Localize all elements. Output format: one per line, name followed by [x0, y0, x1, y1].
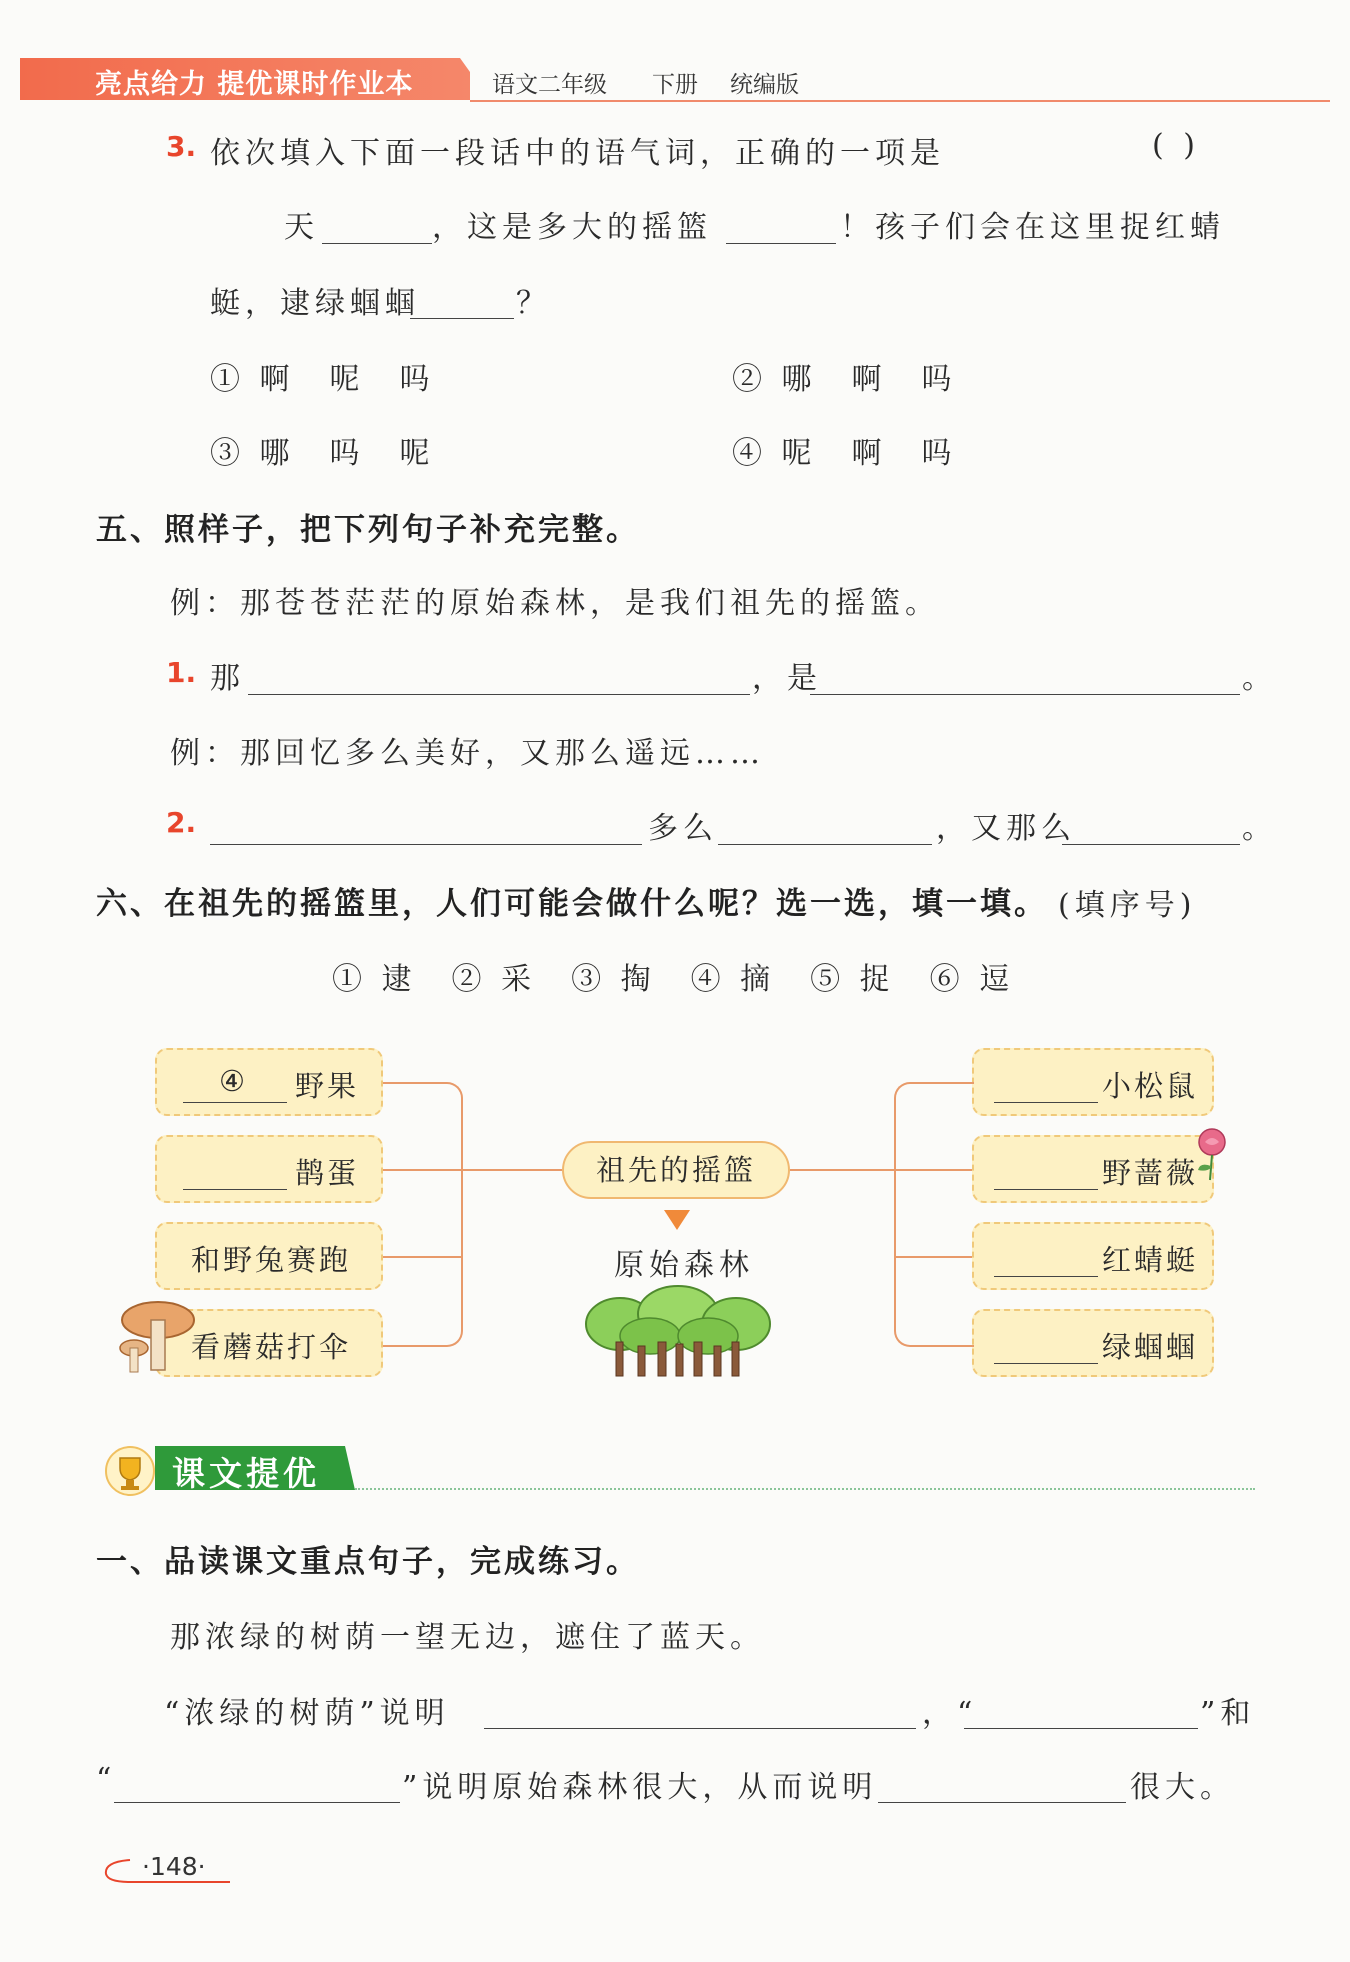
q3-option-3: ③ 哪 吗 呢 — [210, 436, 435, 471]
item-2-text: ，又那么 — [936, 811, 1076, 846]
lesson-text: ”和 — [1200, 1696, 1256, 1731]
mushroom-icon — [118, 1290, 198, 1380]
box-text: 和野兔赛跑 — [191, 1243, 352, 1277]
connector-line — [790, 1169, 894, 1171]
item-2-number: 2. — [166, 806, 197, 839]
left-box-1 — [155, 1048, 383, 1116]
item-2-text: 。 — [1242, 811, 1277, 846]
left-box-2 — [155, 1135, 383, 1203]
right-bracket — [894, 1082, 974, 1347]
blank-line — [964, 1728, 1198, 1729]
lesson-text: ”说明原始森林很大，从而说明 — [402, 1770, 878, 1805]
blank-line — [114, 1802, 400, 1803]
box-text: 野果 — [295, 1069, 360, 1103]
box-text: 看蘑菇打伞 — [191, 1330, 352, 1364]
header-rule — [470, 100, 1330, 102]
q3-answer-paren: ( ) — [1152, 128, 1200, 163]
blank-line — [183, 1189, 287, 1190]
series-title: 亮点给力 提优课时作业本 — [95, 69, 414, 100]
q3-text: 蜓，逮绿蝈蝈 — [210, 286, 420, 321]
verb-options: ① 逮 ② 采 ③ 掏 ④ 摘 ⑤ 捉 ⑥ 逗 — [332, 962, 1015, 997]
section-6-title: 六、在祖先的摇篮里，人们可能会做什么呢？选一选，填一填。 — [96, 886, 1048, 922]
blank-line — [878, 1802, 1126, 1803]
dotted-rule — [355, 1488, 1255, 1490]
forest-label: 原始森林 — [614, 1248, 754, 1283]
item-1-number: 1. — [166, 656, 197, 689]
lesson-text: ，“ — [922, 1696, 978, 1731]
rose-icon — [1190, 1126, 1234, 1182]
blank-line — [210, 844, 642, 845]
connector-line — [383, 1256, 461, 1258]
blank-line — [994, 1102, 1098, 1103]
example-2: 例：那回忆多么美好，又那么遥远…… — [170, 736, 765, 771]
blank-line — [410, 318, 514, 319]
lesson-text: 很大。 — [1130, 1770, 1235, 1805]
filled-answer: ④ — [219, 1064, 248, 1098]
arrow-down-icon — [664, 1210, 690, 1232]
left-bracket — [383, 1082, 463, 1347]
blank-line — [810, 694, 1240, 695]
left-box-3 — [155, 1222, 383, 1290]
blank-line — [183, 1102, 287, 1103]
center-node: 祖先的摇篮 — [562, 1141, 790, 1199]
item-1-text: 。 — [1242, 661, 1277, 696]
q3-option-4: ④ 呢 啊 吗 — [732, 436, 957, 471]
page-number: ·148· — [142, 1852, 206, 1881]
right-box-4 — [972, 1309, 1214, 1377]
box-text: 红蜻蜓 — [1102, 1243, 1199, 1277]
item-1-text: ，是 — [752, 661, 822, 696]
lesson-text: “浓绿的树荫”说明 — [164, 1696, 450, 1731]
subject-label: 语文二年级 — [492, 72, 607, 98]
connector-line — [461, 1169, 562, 1171]
blank-line — [718, 844, 932, 845]
volume-label: 下册 — [652, 72, 698, 98]
q3-number: 3. — [166, 130, 197, 163]
blank-line — [1062, 844, 1240, 845]
blank-line — [248, 694, 750, 695]
trophy-icon — [102, 1446, 158, 1496]
connector-line — [383, 1169, 461, 1171]
blank-line — [484, 1728, 916, 1729]
right-box-2 — [972, 1135, 1214, 1203]
q3-text: ？ — [516, 286, 551, 321]
box-text: 鹊蛋 — [295, 1156, 360, 1190]
q3-text: ，这是多大的摇篮 — [432, 210, 712, 245]
item-1-text: 那 — [210, 661, 245, 696]
edition-label: 统编版 — [730, 72, 799, 98]
right-box-3 — [972, 1222, 1214, 1290]
section-6-note: (填序号) — [1058, 888, 1197, 923]
connector-line — [894, 1169, 972, 1171]
q3-option-2: ② 哪 啊 吗 — [732, 362, 957, 397]
q3-option-1: ① 啊 呢 吗 — [210, 362, 435, 397]
section-5-title: 五、照样子，把下列句子补充完整。 — [96, 512, 640, 548]
example-1: 例：那苍苍茫茫的原始森林，是我们祖先的摇篮。 — [170, 586, 940, 621]
box-text: 小松鼠 — [1102, 1069, 1199, 1103]
right-box-1 — [972, 1048, 1214, 1116]
q3-stem: 依次填入下面一段话中的语气词，正确的一项是 — [210, 136, 945, 171]
forest-icon — [580, 1284, 776, 1380]
blank-line — [994, 1363, 1098, 1364]
lesson-tag-label: 课文提优 — [172, 1454, 320, 1493]
lesson-text: “ — [96, 1762, 117, 1797]
q3-text: ！孩子们会在这里捉红蜻 — [840, 210, 1225, 245]
lesson-exercise-title: 一、品读课文重点句子，完成练习。 — [96, 1544, 640, 1580]
blank-line — [322, 243, 432, 244]
blank-line — [726, 243, 836, 244]
q3-text: 天 — [284, 210, 319, 245]
blank-line — [994, 1189, 1098, 1190]
box-text: 野蔷薇 — [1102, 1156, 1199, 1190]
box-text: 绿蝈蝈 — [1102, 1330, 1199, 1364]
item-2-text: 多么 — [648, 811, 718, 846]
blank-line — [994, 1276, 1098, 1277]
connector-line — [894, 1256, 972, 1258]
lesson-quote: 那浓绿的树荫一望无边，遮住了蓝天。 — [170, 1620, 765, 1655]
